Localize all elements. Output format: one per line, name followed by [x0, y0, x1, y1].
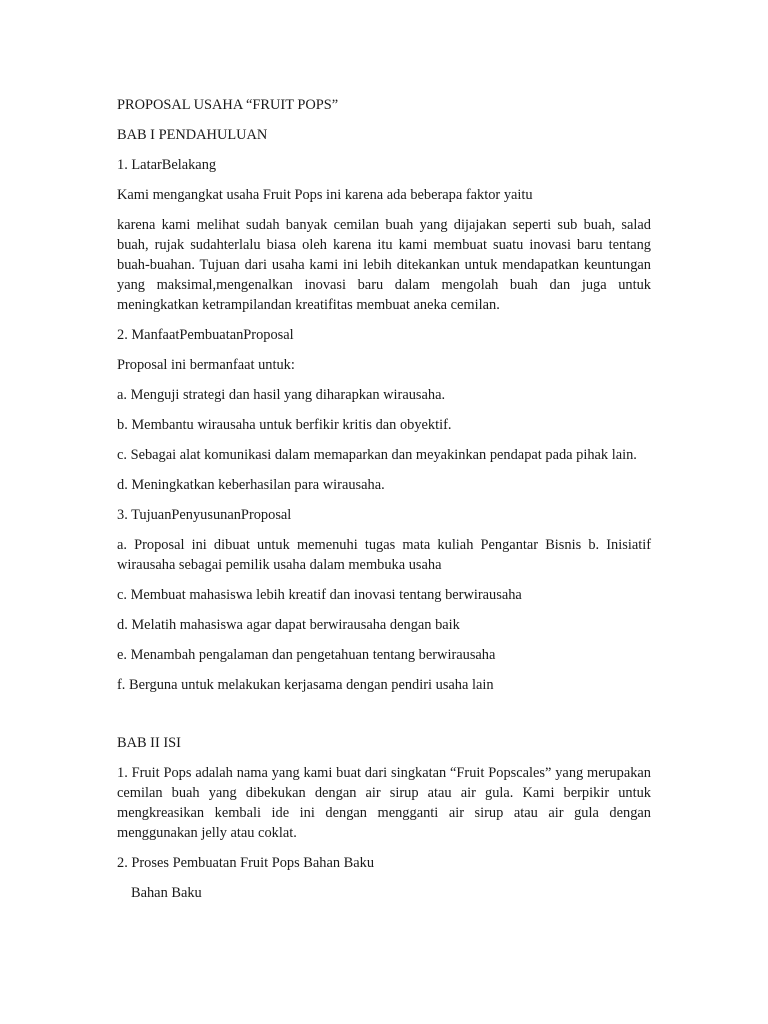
section-heading-latar-belakang: 1. LatarBelakang — [117, 157, 217, 173]
section-body-latar-belakang: karena kami melihat sudah banyak cemilan buah yang dijajakan seperti sub buah, salad buah, rujak sudahterlalu biasa oleh karena itu kami membuat suatu inovasi baru tentang buah-buahan. Tujuan dari usaha kami ini lebih ditekankan untuk mendapatkan keuntungan yang maksimal,mengenalkan inovasi baru dalam mengolah buah dan juga untuk meningkatkan ketrampilandan kreatifitas membuat aneka cemilan. — [117, 217, 651, 313]
isi-item-2-sub: Bahan Baku — [131, 885, 202, 901]
list-item-tujuan-e: e. Menambah pengalaman dan pengetahuan tentang berwirausaha — [117, 647, 496, 663]
list-item-tujuan-c: c. Membuat mahasiswa lebih kreatif dan inovasi tentang berwirausaha — [117, 587, 522, 603]
list-item-tujuan-a: a. Proposal ini dibuat untuk memenuhi tugas mata kuliah Pengantar Bisnis b. Inisiatif wirausaha sebagai pemilik usaha dalam membuka usaha — [117, 537, 651, 573]
list-item-manfaat-b: b. Membantu wirausaha untuk berfikir kritis dan obyektif. — [117, 417, 452, 433]
section-heading-tujuan: 3. TujuanPenyusunanProposal — [117, 507, 292, 523]
isi-item-2: 2. Proses Pembuatan Fruit Pops Bahan Baku — [117, 855, 375, 871]
list-item-tujuan-f: f. Berguna untuk melakukan kerjasama dengan pendiri usaha lain — [117, 677, 494, 693]
list-item-manfaat-d: d. Meningkatkan keberhasilan para wirausaha. — [117, 477, 385, 493]
section-intro-latar-belakang: Kami mengangkat usaha Fruit Pops ini karena ada beberapa faktor yaitu — [117, 187, 533, 203]
list-item-manfaat-a: a. Menguji strategi dan hasil yang diharapkan wirausaha. — [117, 387, 446, 403]
list-item-manfaat-c: c. Sebagai alat komunikasi dalam memaparkan dan meyakinkan pendapat pada pihak lain. — [117, 447, 637, 463]
list-item-tujuan-d: d. Melatih mahasiswa agar dapat berwirausaha dengan baik — [117, 617, 460, 633]
isi-item-1: 1. Fruit Pops adalah nama yang kami buat dari singkatan “Fruit Popscales” yang merupakan cemilan buah yang dibekukan dengan air sirup atau air gula. Kami berpikir untuk mengkreasikan kembali ide ini dengan mengganti air sirup atau air gula dengan menggunakan jelly atau coklat. — [117, 765, 651, 841]
section-intro-manfaat: Proposal ini bermanfaat untuk: — [117, 357, 295, 373]
chapter-heading-bab1: BAB I PENDAHULUAN — [117, 127, 268, 143]
chapter-heading-bab2: BAB II ISI — [117, 735, 181, 751]
document-title: PROPOSAL USAHA “FRUIT POPS” — [117, 97, 339, 113]
section-heading-manfaat: 2. ManfaatPembuatanProposal — [117, 327, 294, 343]
